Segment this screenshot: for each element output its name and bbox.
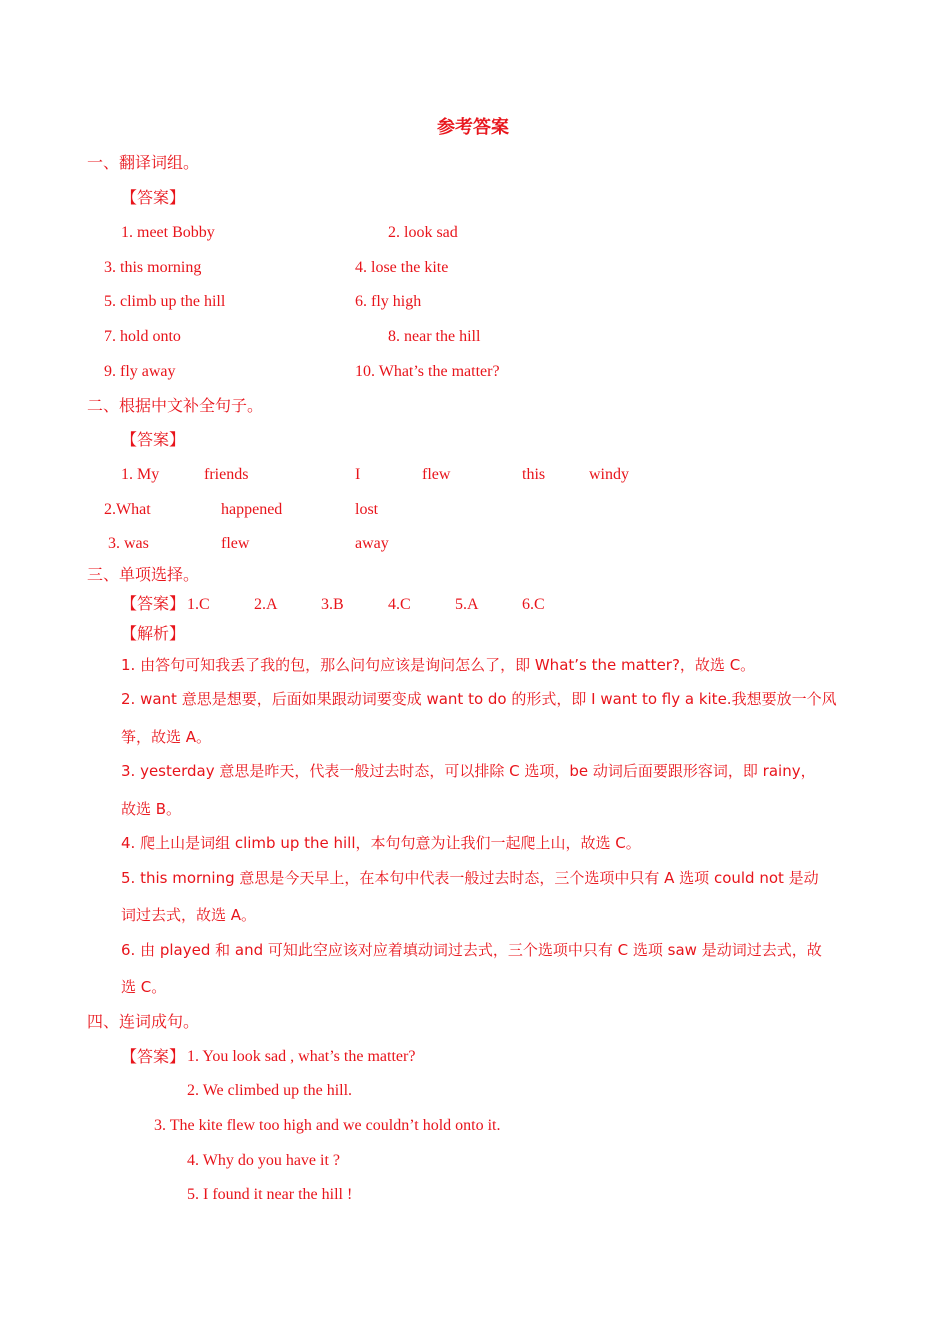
section-4-heading: 四、连词成句。: [87, 1012, 200, 1031]
s1-item-8: 8. near the hill: [388, 328, 481, 345]
s1-item-7: 7. hold onto: [104, 328, 181, 345]
s2-r2-w2: happened: [221, 501, 283, 518]
s3-analysis-line-9: 6. 由 played 和 and 可知此空应该对应着填动词过去式，三个选项中只有 C 选项 saw 是动词过去式，故: [121, 941, 822, 959]
s3-analysis-line-2: 2. want 意思是想要，后面如果跟动词要变成 want to do 的形式，即 I want to fly a kite.我想要放一个风: [121, 690, 837, 708]
s3-analysis-line-10: 选 C。: [121, 978, 167, 996]
s4-item-5: 5. I found it near the hill !: [187, 1186, 353, 1203]
s1-item-2: 2. look sad: [388, 224, 458, 241]
s3-answer-2: 2.A: [254, 596, 278, 613]
s4-item-3: 3. The kite flew too high and we couldn’t hold onto it.: [154, 1117, 501, 1134]
section-3-answer-tag: 【答案】: [121, 594, 186, 613]
s2-r1-w4: flew: [422, 466, 451, 483]
s2-r1-w3: I: [355, 466, 361, 483]
section-1-heading: 一、翻译词组。: [87, 153, 200, 172]
section-3-analysis-tag: 【解析】: [121, 624, 186, 643]
s3-analysis-line-5: 故选 B。: [121, 800, 182, 818]
s1-item-1: 1. meet Bobby: [121, 224, 215, 241]
s3-answer-6: 6.C: [522, 596, 545, 613]
s3-analysis-line-6: 4. 爬上山是词组 climb up the hill，本句句意为让我们一起爬上山，故选 C。: [121, 834, 641, 852]
section-3-heading: 三、单项选择。: [87, 565, 200, 584]
s3-answer-1: 1.C: [187, 596, 210, 613]
s2-r1-w2: friends: [204, 466, 249, 483]
s1-item-3: 3. this morning: [104, 259, 202, 276]
s2-r1-w5: this: [522, 466, 546, 483]
s3-analysis-line-3: 筝，故选 A。: [121, 728, 212, 746]
s2-r2-w3: lost: [355, 501, 379, 518]
s3-analysis-line-7: 5. this morning 意思是今天早上，在本句中代表一般过去时态，三个选项中只有 A 选项 could not 是动: [121, 869, 819, 887]
section-2-answer-tag: 【答案】: [121, 430, 186, 449]
s1-item-10: 10. What’s the matter?: [355, 363, 500, 380]
section-4-answer-tag: 【答案】: [121, 1047, 186, 1066]
s3-answer-4: 4.C: [388, 596, 411, 613]
s2-r2-w1: 2.What: [104, 501, 151, 518]
s2-r1-w6: windy: [589, 466, 629, 483]
s1-item-6: 6. fly high: [355, 293, 422, 310]
s2-r3-w3: away: [355, 535, 389, 552]
s3-answer-3: 3.B: [321, 596, 344, 613]
s2-r3-w2: flew: [221, 535, 250, 552]
s1-item-5: 5. climb up the hill: [104, 293, 226, 310]
s3-analysis-line-8: 词过去式，故选 A。: [121, 906, 257, 924]
s1-item-9: 9. fly away: [104, 363, 176, 380]
section-1-answer-tag: 【答案】: [121, 188, 186, 207]
s4-item-2: 2. We climbed up the hill.: [187, 1082, 353, 1099]
section-2-heading: 二、根据中文补全句子。: [87, 396, 264, 415]
page-title: 参考答案: [437, 117, 509, 138]
s1-item-4: 4. lose the kite: [355, 259, 449, 276]
s4-item-1: 1. You look sad , what’s the matter?: [187, 1048, 416, 1065]
s3-analysis-line-4: 3. yesterday 意思是昨天，代表一般过去时态，可以排除 C 选项，be 动词后面要跟形容词，即 rainy，: [121, 762, 816, 780]
s4-item-4: 4. Why do you have it ?: [187, 1152, 341, 1169]
s3-answer-5: 5.A: [455, 596, 479, 613]
s3-analysis-line-1: 1. 由答句可知我丢了我的包，那么问句应该是询问怎么了，即 What’s the matter?，故选 C。: [121, 656, 756, 674]
s2-r1-w1: 1. My: [121, 466, 160, 483]
s2-r3-w1: 3. was: [108, 535, 149, 552]
